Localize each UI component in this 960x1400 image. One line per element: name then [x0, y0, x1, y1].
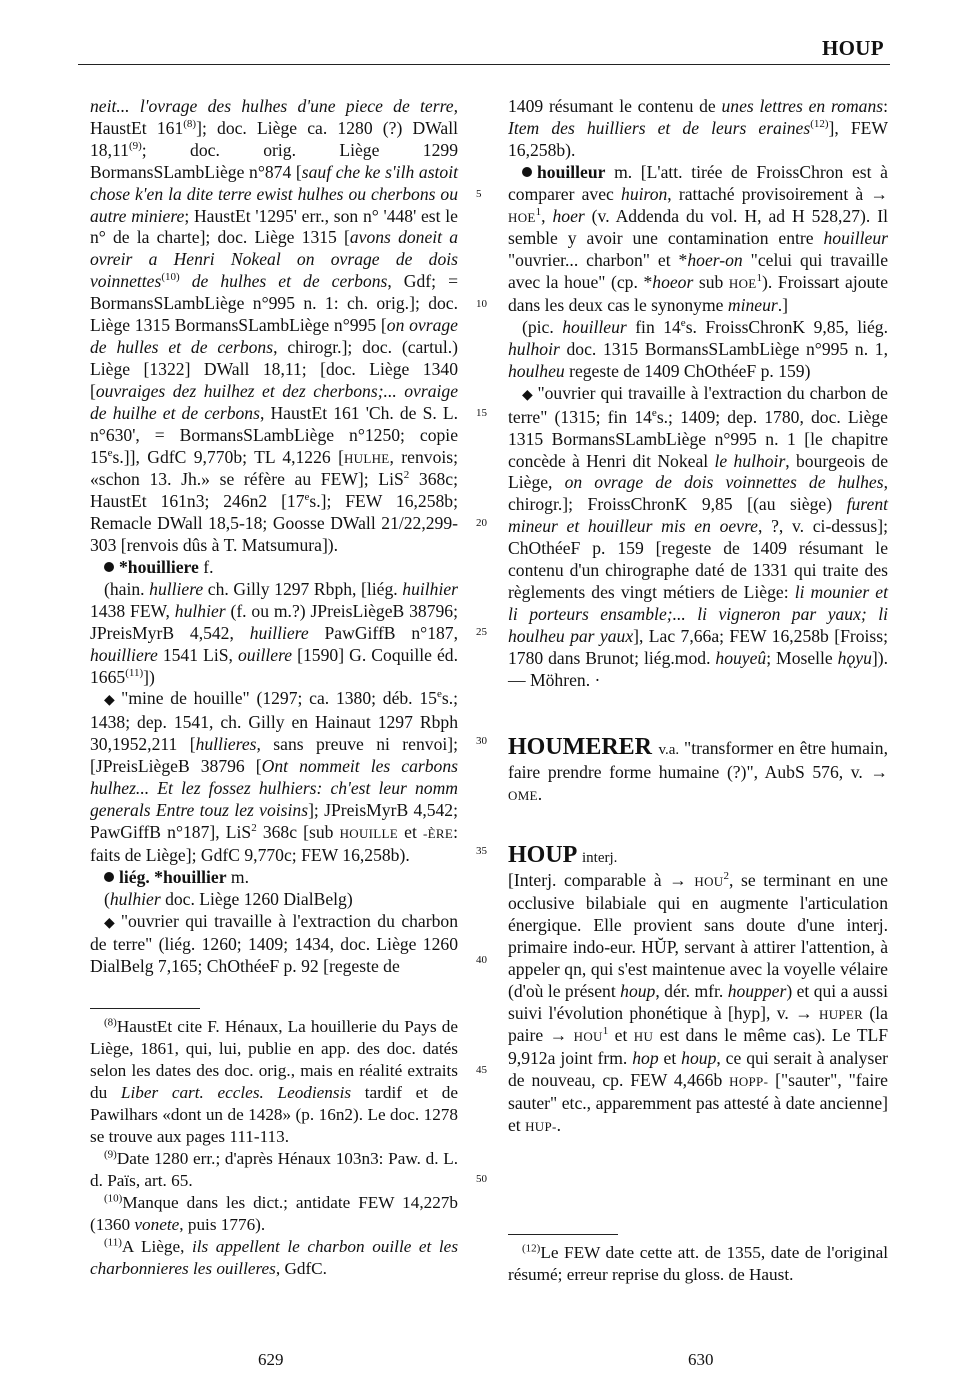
diamond-icon: ◆ — [104, 915, 117, 931]
diamond-icon: ◆ — [522, 387, 534, 403]
line-number: 5 — [476, 188, 482, 200]
left-paragraph-sense-houilliere: ◆ "mine de houille" (1297; ca. 1380; déb. 15es.; 1438; dep. 1541, ch. Gilly en Hainaut 1297 Rbph 30,1952,211 [hullieres, sans preuve ni renvoi]; [JPreisLiègeB 38796 [Ont nommeit les carbons hulhez... Et lez fossez hulhiers: ch'est leur nomm generals Entre touz lez voisins]; JPreisMyrB 4,542; PawGiffB n°187], LiS$^2$ 368c [sub HOUILLE et -ÈRE: faits de Liège]; GdfC 9,770c; FEW 16,258b). — [90, 688, 458, 865]
bullet-icon — [104, 872, 114, 882]
footnote-rule — [90, 1008, 200, 1009]
running-header: HOUP — [822, 36, 884, 60]
left-paragraph-forms-houilliere: (hain. hulliere ch. Gilly 1297 Rbph, [liég. huilhier 1438 FEW, hulhier (f. ou m.?) JPreisLiègeB 38796; JPreisMyrB 4,542, huilliere PawGiffB n°187, houilliere 1541 LiS, ouillere [1590] G. Coquille éd. 1665$^{(11)}$]) — [90, 578, 458, 687]
footnote-12: $^{(12)}$Le FEW date cette att. de 1355, date de l'original résumé; erreur reprise du gloss. de Haust. — [508, 1242, 888, 1284]
right-column — [508, 96, 888, 1138]
footnote-11: $^{(11)}$A Liège, ils appellent le charbon ouille et les charbonnieres les ouilleres, GdfC. — [90, 1236, 459, 1278]
left-paragraph-sense-houillier: ◆ "ouvrier qui travaille à l'extraction du charbon de terre" (liég. 1260; 1409; 1434, doc. Liège 1260 DialBelg 7,165; ChOthéeF p. 92 [regeste de — [90, 910, 458, 977]
line-number: 15 — [476, 407, 487, 419]
page-number-left: 629 — [258, 1350, 284, 1369]
page-number-right: 630 — [688, 1350, 714, 1369]
left-column — [90, 96, 458, 978]
line-number: 35 — [476, 845, 487, 857]
right-paragraph-forms-houilleur: (pic. houilleur fin 14es. FroissChronK 9,85, liég. hulhoir doc. 1315 BormansSLambLiège n°995 n. 1, houlheu regeste de 1409 ChOthéeF p. 159) — [508, 317, 888, 381]
footnote-rule — [508, 1234, 618, 1235]
entry-houp-etymology: [Interj. comparable à → $HOU^2$, se terminant en une occlusive bilabiale qui en augmente l'articulation énergique. Elle provient sans doute d'une interj. primaire indo-eur. HŬP, servant à attirer l'attention, à appeler qn, qui s'est maintenue avec la voyelle vélaire (d'où le présent houp, dér. mfr. houpper) et qui a aussi suivi l'évolution phonétique à [hyp], v. → HUPER (la paire → $HOU^1$ et HU est dans le même cas). Le TLF 9,912a joint frm. hop et houp, ce qui serait à analyser de nouveau, cp. FEW 4,466b HOPP- ["sauter", "faire sauter" etc., apparemment pas attesté à date ancienne] et HUP-. — [508, 870, 888, 1136]
header-rule — [78, 64, 890, 65]
line-number: 30 — [476, 735, 487, 747]
entry-houmerer: HOUMERER v.a. "transformer en être humain, faire prendre forme humaine (?)", AubS 576, v. → OME. — [508, 734, 889, 805]
bullet-icon — [522, 167, 532, 177]
right-paragraph-sense-houilleur: ◆ "ouvrier qui travaille à l'extraction du charbon de terre" (1315; fin 14es.; 1409; dep. 1780, doc. Liège 1315 BormansSLambLiège n°995 n. 1 [le chapitre concède à Henri dit Nokeal le hulhoir, bourgeois de Liège, on ovrage de dois voinnettes de hulhes, chirogr.]; FroissChronK 9,85 [(au siège) furent mineur et houilleur mis en oevre, ?, v. ci-dessus]; ChOthéeF p. 159 [regeste de 1409 résumant le contenu d'un chirographe daté de 1331 qui traite des règlements des vingt métiers de Liège: li mounier et li porteurs ensamble;... li vigneron par yaux; li houlheu par yaux], Lac 7,66a; FEW 16,258b [Froiss; 1780 dans Brunot; liég.mod. houyeû; Moselle hǫyu]). — Möhren. · — [508, 382, 889, 690]
subentry-houilliere: *houilliere f. — [90, 557, 458, 579]
right-footnotes — [508, 1242, 888, 1286]
bullet-icon — [104, 562, 114, 572]
subentry-houilleur: houilleur m. [L'att. tirée de FroissChron est à comparer avec huiron, rattaché provisoirement à → $HOE^1$, hoer (v. Addenda du vol. H, ad H 528,27). Il semble y avoir une contamination entre houilleur "ouvrier... charbon" et *hoer-on "celui qui travaille avec la houe" (cp. *hoeor sub HOE$^1$). Froissart ajoute dans les deux cas le synonyme mineur.] — [508, 161, 889, 316]
right-paragraph-1: 1409 résumant le contenu de unes lettres en romans: Item des huilliers et de leurs eraines$^{(12)}$], FEW 16,258b). — [508, 96, 888, 160]
line-number: 45 — [476, 1064, 487, 1076]
entry-houp-headword: HOUP interj. — [508, 842, 618, 869]
left-footnotes — [90, 1016, 458, 1280]
diamond-icon: ◆ — [104, 693, 118, 709]
left-paragraph-1: neit... l'ovrage des hulhes d'une piece de terre, HaustEt 161$^{(8)}$]; doc. Liège ca. 1280 (?) DWall 18,11$^{(9)}$; doc. orig. Liège 1299 BormansSLambLiège n°874 [sauf che ke s'ilh astoit chose k'en la dite terre ewist hulhes ou cherbons ou autre miniere; HaustEt '1295' err., son n° '448' est le n° de la charte]; doc. Liège 1315 [avons doneit a ovreir a Henri Nokeal on ovrage de dois voinnettes$^{(10)}$ de hulhes et de cerbons, Gdf; = BormansSLambLiège n°995 n. 1: ch. orig.]; doc. Liège 1315 BormansSLambLiège n°995 [on ovrage de hulles et de cerbons, chirogr.]; doc. (cartul.) Liège [1322] DWall 18,11; [doc. Liège 1340 [ouvraiges dez huilhez et dez cherbons;... ovraige de huilhe et de cerbons, HaustEt 161 'Ch. de S. L. n°630', = BormansSLambLiège n°1250; copie 15es.]], GdfC 9,770b; TL 4,1226 [HULHE, renvois; «schon 13. Jh.» se réfère au FEW]; LiS$^2$ 368c; HaustEt 161n3; 246n2 [17es.]; FEW 16,258b; Remacle DWall 18,5-18; Goosse DWall 21/22,299-303 [renvois dûs à T. Matsumura]). — [90, 96, 459, 556]
footnote-9: $^{(9)}$Date 1280 err.; d'après Hénaux 103n3: Paw. d. L. d. Païs, art. 65. — [90, 1148, 458, 1190]
line-number: 10 — [476, 298, 487, 310]
left-paragraph-forms-houillier: (hulhier doc. Liège 1260 DialBelg) — [104, 888, 353, 909]
line-number: 50 — [476, 1173, 487, 1185]
subentry-houillier: liég. *houillier m. — [90, 867, 458, 889]
footnote-8: $^{(8)}$HaustEt cite F. Hénaux, La houillerie du Pays de Liège, 1861, qui, lui, publie en app. des doc. datés selon les dates des doc. orig., mais en réalité extraits du Liber cart. eccles. Leodiensis tardif et de Pawilhars «dont un de 1428» (p. 16n2). Le doc. 1278 se trouve aux pages 111-113. — [90, 1016, 458, 1146]
line-number: 40 — [476, 954, 487, 966]
line-number: 20 — [476, 517, 487, 529]
line-number: 25 — [476, 626, 487, 638]
footnote-10: $^{(10)}$Manque dans les dict.; antidate FEW 14,227b (1360 vonete, puis 1776). — [90, 1192, 458, 1234]
